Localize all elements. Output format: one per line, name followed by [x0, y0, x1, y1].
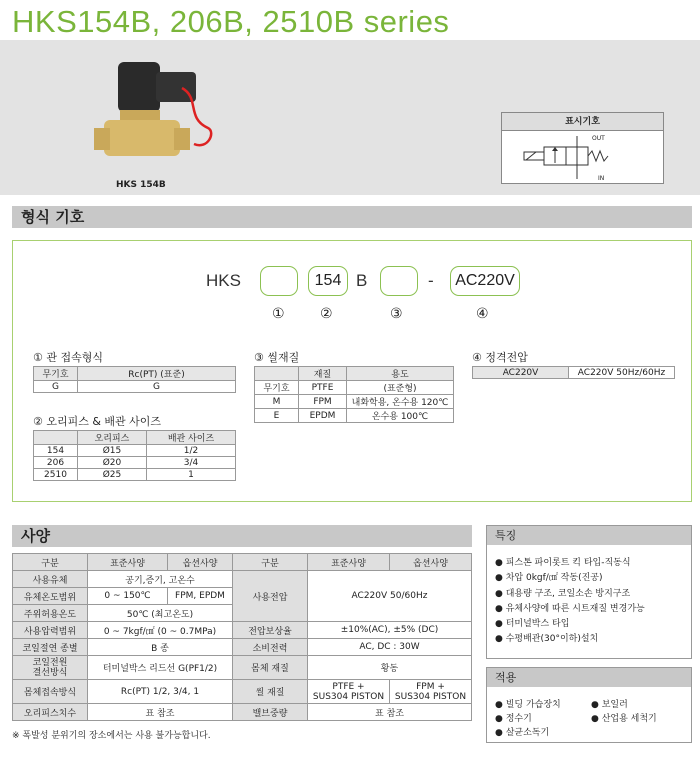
table-cell: Ø25 — [78, 469, 147, 481]
list-item-label: 차압 0kgf/㎠ 작동(진공) — [505, 573, 603, 584]
table-cell: 코일절연 종별 — [13, 639, 88, 656]
applications-header: 적용 — [487, 668, 691, 687]
table-cell: Rc(PT) (표준) — [78, 367, 236, 381]
code-box-2: 154 — [308, 266, 348, 296]
table-cell: 1/2 — [146, 445, 235, 457]
code-box-4: AC220V — [450, 266, 520, 296]
symbol-header: 표시기호 — [502, 113, 663, 131]
list-item-label: 살균소독기 — [505, 728, 550, 738]
table-cell: 오리피스치수 — [13, 704, 88, 721]
list-item: ● 차압 0kgf/㎠ 작동(진공) — [495, 573, 603, 584]
code-num-3: ③ — [390, 306, 403, 322]
image-caption: HKS 154B — [116, 180, 166, 190]
table-cell: B 종 — [88, 639, 233, 656]
table-cell: M — [255, 395, 299, 409]
table-cell: FPM, EPDM — [168, 588, 233, 605]
conn-title: ① 관 접속형식 — [33, 351, 103, 364]
table-cell: 주위허용온도 — [13, 605, 88, 622]
table-cell: 표준사양 — [88, 554, 168, 571]
table-cell: 황동 — [308, 656, 472, 680]
table-cell: FPM — [299, 395, 347, 409]
table-cell: 터미널박스 리드선 G(PF1/2) — [88, 656, 233, 680]
code-num-1: ① — [272, 306, 285, 322]
table-cell: 3/4 — [146, 457, 235, 469]
table-cell — [34, 431, 78, 445]
valve-symbol-icon — [502, 131, 663, 183]
symbol-panel — [501, 112, 664, 184]
list-item-label: 보일러 — [601, 700, 628, 710]
list-item: ● 피스톤 파이롯트 킥 타입-직동식 — [495, 558, 631, 568]
table-cell: AC220V 50/60Hz — [308, 571, 472, 622]
valve-image — [90, 58, 230, 168]
table-cell: PTFE + SUS304 PISTON — [308, 680, 390, 704]
list-item-label: 피스톤 파이롯트 킥 타입-직동식 — [505, 558, 631, 568]
section-spec-header: 사양 — [12, 525, 472, 547]
table-cell: 50℃ (최고온도) — [88, 605, 233, 622]
table-cell: 씰 재질 — [233, 680, 308, 704]
table-cell: E — [255, 409, 299, 423]
code-box-1 — [260, 266, 298, 296]
orifice-table — [33, 430, 236, 481]
list-item-label: 산업용 세척기 — [601, 714, 657, 724]
table-cell: AC220V — [473, 367, 569, 379]
table-cell: 표준사양 — [308, 554, 390, 571]
applications-panel — [486, 667, 692, 743]
seal-table — [254, 366, 454, 423]
table-cell: EPDM — [299, 409, 347, 423]
table-cell: 옵션사양 — [390, 554, 472, 571]
table-cell: 154 — [34, 445, 78, 457]
table-cell: 온수용 100℃ — [347, 409, 454, 423]
orifice-title: ② 오리피스 & 배관 사이즈 — [33, 415, 162, 428]
spec-table — [12, 553, 472, 721]
table-cell: G — [34, 381, 78, 393]
features-header: 특징 — [487, 526, 691, 545]
list-item-label: 터미널박스 타입 — [505, 619, 570, 630]
table-cell: 공기,증기, 고온수 — [88, 571, 233, 588]
table-cell: 표 참조 — [308, 704, 472, 721]
table-cell: 0 ~ 150℃ — [88, 588, 168, 605]
list-item-label: 유체사양에 따른 시트재질 변경가능 — [505, 603, 645, 614]
table-cell: G — [78, 381, 236, 393]
seal-title: ③ 씰재질 — [254, 351, 300, 364]
table-cell: 사용압력범위 — [13, 622, 88, 639]
table-cell: FPM + SUS304 PISTON — [390, 680, 472, 704]
code-dash: - — [428, 271, 434, 290]
conn-table — [33, 366, 236, 393]
table-cell: 코일전원 결선방식 — [13, 656, 88, 680]
list-item: ● 유체사양에 따른 시트재질 변경가능 — [495, 603, 645, 614]
table-cell: PTFE — [299, 381, 347, 395]
table-cell: 0 ~ 7kgf/㎠ (0 ~ 0.7MPa) — [88, 622, 233, 639]
table-cell: 무기호 — [255, 381, 299, 395]
list-item: ● 빌딩 가습장치 — [495, 700, 561, 710]
table-cell: 소비전력 — [233, 639, 308, 656]
table-cell: 1 — [146, 469, 235, 481]
symbol-out-label: OUT — [592, 135, 605, 142]
features-panel — [486, 525, 692, 659]
table-cell: 옵션사양 — [168, 554, 233, 571]
table-cell: 용도 — [347, 367, 454, 381]
table-cell: Ø15 — [78, 445, 147, 457]
section-model-header: 형식 기호 — [12, 206, 692, 228]
list-item: ● 보일러 — [591, 700, 628, 710]
table-cell: 구분 — [233, 554, 308, 571]
table-cell: (표준형) — [347, 381, 454, 395]
list-item: ● 대용량 구조, 코일소손 방지구조 — [495, 588, 631, 599]
list-item: ● 살균소독기 — [495, 728, 550, 738]
list-item-label: 빌딩 가습장치 — [505, 700, 561, 710]
code-num-4: ④ — [476, 306, 489, 322]
table-cell: 배관 사이즈 — [146, 431, 235, 445]
table-cell: 구분 — [13, 554, 88, 571]
table-cell: 무기호 — [34, 367, 78, 381]
table-cell: 사용유체 — [13, 571, 88, 588]
table-cell: 몸체 재질 — [233, 656, 308, 680]
table-cell: AC, DC : 30W — [308, 639, 472, 656]
table-cell — [255, 367, 299, 381]
table-cell: 전압보상율 — [233, 622, 308, 639]
table-cell: 사용전압 — [233, 571, 308, 622]
code-num-2: ② — [320, 306, 333, 322]
table-cell: 오리피스 — [78, 431, 147, 445]
table-cell: 2510 — [34, 469, 78, 481]
list-item-label: 정수기 — [505, 714, 532, 724]
voltage-title: ④ 정격전압 — [472, 351, 528, 364]
table-cell: Ø20 — [78, 457, 147, 469]
table-cell: 내화학용, 온수용 120℃ — [347, 395, 454, 409]
table-cell: Rc(PT) 1/2, 3/4, 1 — [88, 680, 233, 704]
symbol-in-label: IN — [598, 175, 605, 182]
list-item-label: 대용량 구조, 코일소손 방지구조 — [505, 588, 631, 599]
list-item: ● 정수기 — [495, 714, 532, 724]
list-item-label: 수평배관(30°이하)설치 — [505, 634, 599, 645]
table-cell: 206 — [34, 457, 78, 469]
page-title: HKS154B, 206B, 2510B series — [12, 4, 450, 39]
table-cell: ±10%(AC), ±5% (DC) — [308, 622, 472, 639]
code-prefix: HKS — [206, 271, 241, 290]
table-cell: 밸브중량 — [233, 704, 308, 721]
list-item: ● 산업용 세척기 — [591, 714, 657, 724]
table-cell: 유체온도범위 — [13, 588, 88, 605]
table-cell: 몸체접속방식 — [13, 680, 88, 704]
table-cell: 재질 — [299, 367, 347, 381]
list-item: ● 터미널박스 타입 — [495, 619, 570, 630]
code-mid: B — [356, 271, 368, 290]
code-box-3 — [380, 266, 418, 296]
list-item: ● 수평배관(30°이하)설치 — [495, 634, 599, 645]
footnote: ※ 폭발성 분위기의 장소에서는 사용 불가능합니다. — [12, 731, 211, 741]
table-cell: 표 참조 — [88, 704, 233, 721]
table-cell: AC220V 50Hz/60Hz — [569, 367, 675, 379]
voltage-table — [472, 366, 675, 379]
